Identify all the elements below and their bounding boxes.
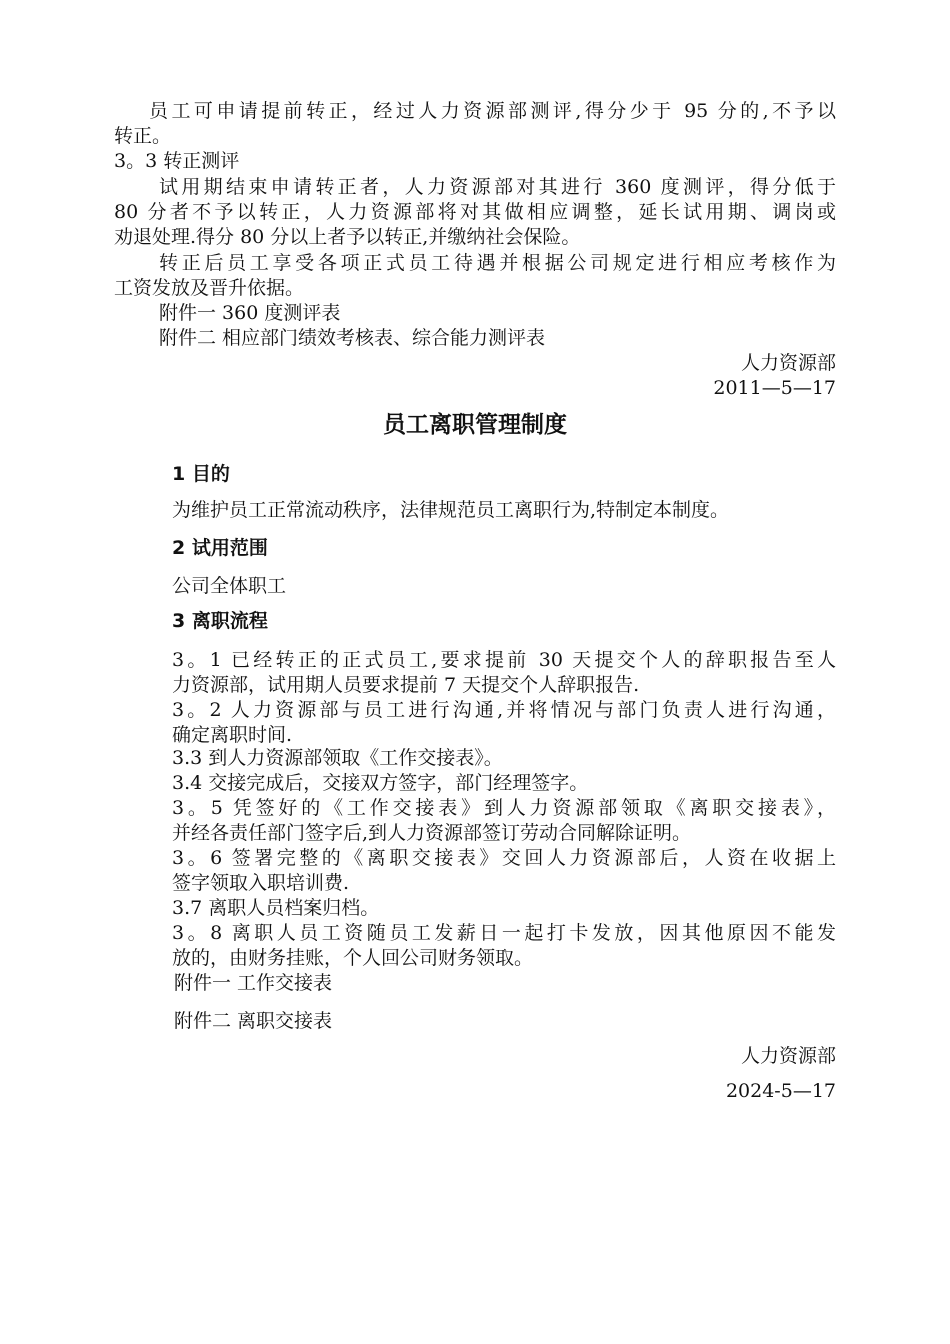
list-item-line: 3。2 人力资源部与员工进行沟通,并将情况与部门负责人进行沟通， — [172, 699, 836, 721]
list-item-line: 并经各责任部门签字后,到人力资源部签订劳动合同解除证明。 — [172, 822, 692, 844]
list-item-line: 3。6 签署完整的《离职交接表》交回人力资源部后，人资在收据上 — [172, 847, 836, 869]
paragraph-line: 转正。 — [114, 125, 172, 147]
list-item-line: 力资源部，试用期人员要求提前 7 天提交个人辞职报告. — [172, 674, 640, 696]
paragraph-line: 劝退处理.得分 80 分以上者予以转正,并缴纳社会保险。 — [114, 226, 581, 248]
page-title: 员工离职管理制度 — [383, 412, 567, 438]
section-heading: 1 目的 — [172, 463, 230, 485]
paragraph-line: 工资发放及晋升依据。 — [114, 277, 305, 299]
list-item-line: 3。8 离职人员工资随员工发薪日一起打卡发放，因其他原因不能发 — [172, 922, 836, 944]
attachment-line: 附件一 360 度测评表 — [159, 302, 341, 324]
paragraph-line: 试用期结束申请转正者，人力资源部对其进行 360 度测评，得分低于 — [159, 176, 836, 198]
paragraph-line: 转正后员工享受各项正式员工待遇并根据公司规定进行相应考核作为 — [159, 252, 836, 274]
sub-heading: 3。3 转正测评 — [114, 150, 240, 172]
attachment-line: 附件二 离职交接表 — [174, 1010, 333, 1032]
attachment-line: 附件一 工作交接表 — [174, 972, 333, 994]
list-item-line: 3。5 凭签好的《工作交接表》到人力资源部领取《离职交接表》， — [172, 797, 836, 819]
signature-department: 人力资源部 — [740, 1045, 836, 1067]
list-item-line: 签字领取入职培训费. — [172, 872, 350, 894]
list-item-line: 3.3 到人力资源部领取《工作交接表》。 — [172, 747, 503, 769]
paragraph-line: 员工可申请提前转正，经过人力资源部测评,得分少于 95 分的,不予以 — [149, 100, 836, 122]
paragraph-line: 公司全体职工 — [172, 575, 287, 597]
signature-department: 人力资源部 — [740, 352, 836, 374]
section-heading: 3 离职流程 — [172, 610, 268, 632]
attachment-line: 附件二 相应部门绩效考核表、综合能力测评表 — [159, 327, 546, 349]
paragraph-line: 为维护员工正常流动秩序，法律规范员工离职行为,特制定本制度。 — [172, 499, 730, 521]
list-item-line: 放的，由财务挂账，个人回公司财务领取。 — [172, 947, 534, 969]
list-item-line: 3.4 交接完成后，交接双方签字，部门经理签字。 — [172, 772, 589, 794]
list-item-line: 3.7 离职人员档案归档。 — [172, 897, 380, 919]
signature-date: 2011—5—17 — [713, 377, 836, 399]
list-item-line: 确定离职时间. — [172, 724, 293, 746]
list-item-line: 3。1 已经转正的正式员工,要求提前 30 天提交个人的辞职报告至人 — [172, 649, 836, 671]
section-heading: 2 试用范围 — [172, 537, 268, 559]
paragraph-line: 80 分者不予以转正，人力资源部将对其做相应调整，延长试用期、调岗或 — [114, 201, 836, 223]
signature-date: 2024-5—17 — [725, 1080, 836, 1102]
